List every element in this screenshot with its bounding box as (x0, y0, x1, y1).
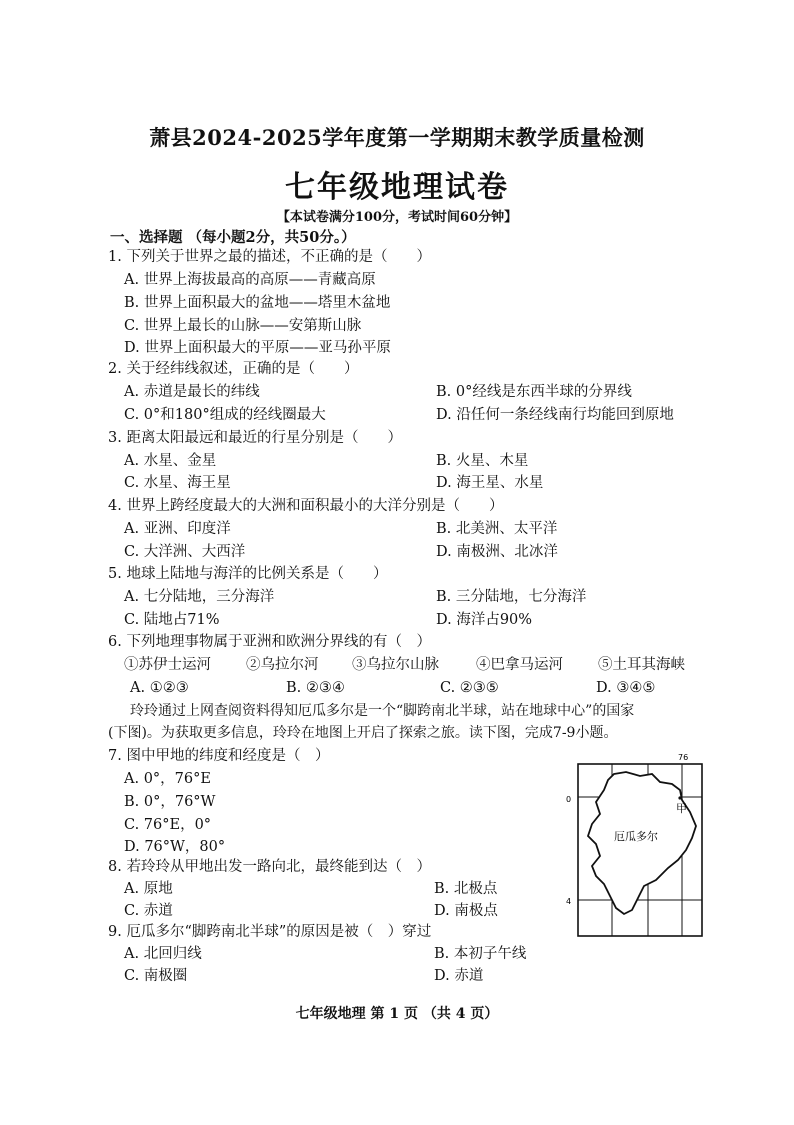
q6-item: ③乌拉尔山脉 (352, 657, 439, 673)
q2-option-c: C. 0°和180°组成的经线圈最大 (124, 407, 326, 423)
q2-stem: 2. 关于经纬线叙述，正确的是（ ） (108, 361, 359, 377)
q7-option-b: B. 0°，76°W (124, 794, 216, 810)
exam-subtitle: 七年级地理试卷 (285, 170, 509, 205)
exam-note: 【本试卷满分100分，考试时间60分钟】 (276, 210, 518, 225)
q8-option-a: A. 原地 (124, 881, 173, 897)
q6-item: ①苏伊士运河 (124, 657, 211, 673)
passage-line-2: (下图)。为获取更多信息，玲玲在地图上开启了探索之旅。读下图，完成7-9小题。 (108, 725, 618, 741)
q5-option-d: D. 海洋占90% (436, 612, 533, 628)
map-tick-left-zero: 0 (566, 795, 572, 804)
map-country-label: 厄瓜多尔 (614, 830, 658, 843)
q4-option-b: B. 北美洲、太平洋 (436, 521, 558, 537)
point-jia-marker (678, 796, 681, 799)
q1-option-c: C. 世界上最长的山脉——安第斯山脉 (124, 318, 362, 334)
q7-stem: 7. 图中甲地的纬度和经度是（ ） (108, 748, 330, 764)
q4-stem: 4. 世界上跨经度最大的大洲和面积最小的大洋分别是（ ） (108, 498, 504, 514)
q4-option-a: A. 亚洲、印度洋 (124, 521, 231, 537)
q9-stem: 9. 厄瓜多尔“脚跨南北半球”的原因是被（ ）穿过 (108, 924, 432, 940)
q8-stem: 8. 若玲玲从甲地出发一路向北，最终能到达（ ） (108, 859, 431, 875)
q8-option-b: B. 北极点 (434, 881, 498, 897)
q6-item: ⑤土耳其海峡 (598, 657, 685, 673)
page-footer: 七年级地理 第 1 页 （共 4 页） (295, 1006, 499, 1022)
map-tick-left-four: 4 (566, 897, 572, 906)
q3-stem: 3. 距离太阳最远和最近的行星分别是（ ） (108, 430, 402, 446)
q3-option-a: A. 水星、金星 (124, 453, 217, 469)
exam-title: 萧县2024-2025学年度第一学期期末教学质量检测 (149, 125, 645, 150)
q5-stem: 5. 地球上陆地与海洋的比例关系是（ ） (108, 566, 388, 582)
q9-option-c: C. 南极圈 (124, 968, 188, 984)
q6-item: ②乌拉尔河 (246, 657, 319, 673)
q9-option-b: B. 本初子午线 (434, 946, 527, 962)
q1-option-a: A. 世界上海拔最高的高原——青藏高原 (124, 272, 376, 288)
q3-option-d: D. 海王星、水星 (436, 475, 544, 491)
q5-option-c: C. 陆地占71% (124, 612, 220, 628)
q8-option-d: D. 南极点 (434, 903, 498, 919)
q4-option-c: C. 大洋洲、大西洋 (124, 544, 246, 560)
q1-stem: 1. 下列关于世界之最的描述，不正确的是（ ） (108, 249, 431, 265)
q1-option-b: B. 世界上面积最大的盆地——塔里木盆地 (124, 295, 391, 311)
q3-option-c: C. 水星、海王星 (124, 475, 231, 491)
q4-option-d: D. 南极洲、北冰洋 (436, 544, 558, 560)
q5-option-a: A. 七分陆地，三分海洋 (124, 589, 275, 605)
ecuador-outline (588, 772, 696, 914)
q6-option-c: C. ②③⑤ (440, 680, 499, 696)
passage-line-1: 玲玲通过上网查阅资料得知厄瓜多尔是一个“脚跨南北半球，站在地球中心”的国家 (130, 703, 635, 719)
q9-option-d: D. 赤道 (434, 968, 484, 984)
q9-option-a: A. 北回归线 (124, 946, 202, 962)
q7-option-d: D. 76°W，80° (124, 839, 226, 855)
q7-option-c: C. 76°E，0° (124, 817, 212, 833)
q1-option-d: D. 世界上面积最大的平原——亚马孙平原 (124, 340, 391, 356)
q7-option-a: A. 0°，76°E (124, 771, 211, 787)
map-tick-top: 76 (678, 753, 689, 762)
q5-option-b: B. 三分陆地，七分海洋 (436, 589, 587, 605)
q6-option-b: B. ②③④ (286, 680, 345, 696)
map-point-label: 甲 (676, 802, 687, 815)
q6-item: ④巴拿马运河 (476, 657, 563, 673)
q6-option-a: A. ①②③ (130, 680, 189, 696)
q8-option-c: C. 赤道 (124, 903, 173, 919)
section-heading: 一、选择题 （每小题2分，共50分。） (110, 229, 356, 246)
q2-option-b: B. 0°经线是东西半球的分界线 (436, 384, 632, 400)
q6-stem: 6. 下列地理事物属于亚洲和欧洲分界线的有（ ） (108, 634, 431, 650)
q2-option-a: A. 赤道是最长的纬线 (124, 384, 260, 400)
q3-option-b: B. 火星、木星 (436, 453, 529, 469)
ecuador-map (556, 752, 706, 938)
q2-option-d: D. 沿任何一条经线南行均能回到原地 (436, 407, 674, 423)
q6-option-d: D. ③④⑤ (596, 680, 656, 696)
